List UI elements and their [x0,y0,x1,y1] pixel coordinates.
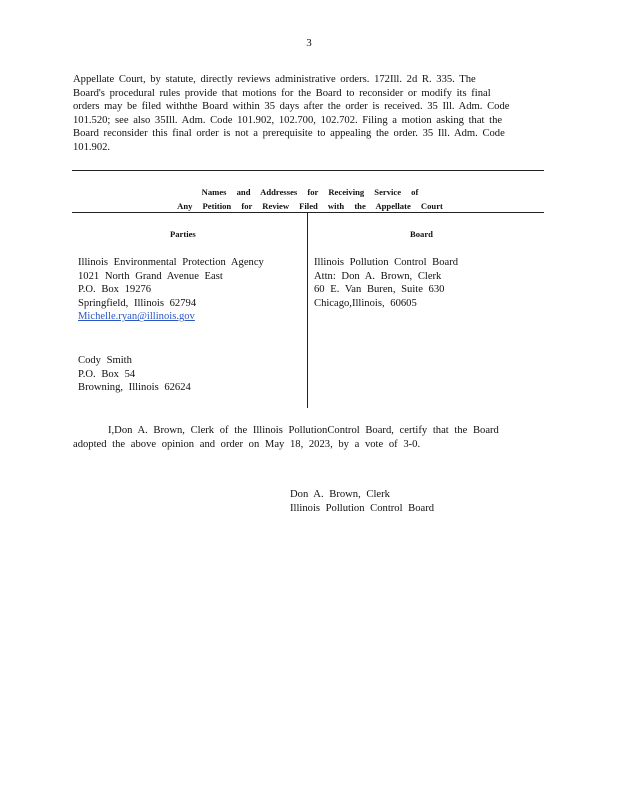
column-divider [307,212,308,408]
paragraph-line: Board reconsider this final order is not a prerequisite to appealing the order. 35 Ill. Adm. Code [73,128,505,140]
party1-po-box: P.O. Box 19276 [78,284,152,296]
party1-street: 1021 North Grand Avenue East [78,270,223,282]
paragraph-line: Appellate Court, by statute, directly reviews administrative orders. 172Ill. 2d R. 335. The [73,74,476,85]
paragraph-line: 101.520; see also 35Ill. Adm. Code 101.902, 102.700, 102.702. Filing a motion asking that the [73,114,503,126]
party1-name: Illinois Environmental Protection Agency [78,257,264,268]
paragraph-line: orders may be filed withthe Board within 35 days after the order is received. 35 Ill. Adm. Code [73,101,510,113]
certification-line: I,Don A. Brown, Clerk of the Illinois PollutionControl Board, certify that the Board [108,425,499,436]
board-attn: Attn: Don A. Brown, Clerk [314,270,442,282]
board-city: Chicago,Illinois, 60605 [314,297,417,309]
page-number: 3 [306,37,312,49]
service-table-title-line2: Any Petition for Review Filed with the Appellate Court [177,201,443,211]
signature-name: Don A. Brown, Clerk [290,489,390,500]
table-top-rule [72,170,544,171]
party2-name: Cody Smith [78,355,132,366]
party2-city: Browning, Illinois 62624 [78,382,191,394]
parties-header: Parties [170,229,196,239]
board-street: 60 E. Van Buren, Suite 630 [314,284,445,296]
board-header: Board [410,229,433,239]
party1-address [78,256,264,324]
certification-line: adopted the above opinion and order on May 18, 2023, by a vote of 3-0. [73,439,421,450]
party1-city: Springfield, Illinois 62794 [78,297,197,309]
signature-block [290,488,434,515]
signature-org: Illinois Pollution Control Board [290,502,435,514]
paragraph-line: 101.902. [73,141,111,153]
party1-email-link[interactable]: Michelle.ryan@illinois.gov [78,311,195,323]
intro-paragraph [73,73,528,155]
party2-address [78,354,191,395]
party2-po-box: P.O. Box 54 [78,368,136,380]
board-name: Illinois Pollution Control Board [314,257,459,268]
service-table-title [100,185,520,213]
certification-paragraph [73,424,509,452]
service-table-title-line1: Names and Addresses for Receiving Service of [201,187,419,197]
board-address [314,256,458,310]
paragraph-line: Board's procedural rules provide that motions for the Board to reconsider or modify its final [73,87,491,99]
table-header-rule [72,212,544,213]
